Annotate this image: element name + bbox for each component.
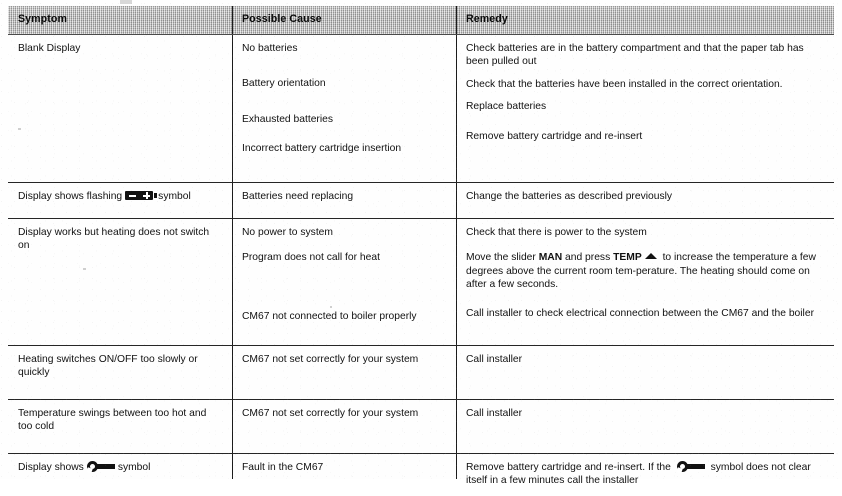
cause-text: CM67 not connected to boiler properly [242,310,417,322]
cause-text: Batteries need replacing [242,191,354,202]
column-header-remedy-label: Remedy [466,12,508,25]
symptom-prefix: Display shows [18,462,84,473]
troubleshooting-table [8,6,834,496]
cell-symptom [8,219,232,346]
column-header-cause [232,6,456,35]
remedy-part-3: to increase the temperature a few degrees above the current room tem-perature. The heating should come on after a few seconds. [466,252,816,291]
cell-symptom [8,35,232,183]
cell-remedy [456,454,834,496]
cell-remedy [456,35,834,183]
column-header-remedy [456,6,834,35]
cause-text: CM67 not set correctly for your system [242,408,419,419]
cause-text: No batteries [242,43,298,54]
remedy-text: Check that the batteries have been installed in the correct orientation. [466,78,783,90]
table-header [8,6,834,35]
remedy-part-3: symbol does not clear itself in a few minutes call the installer [466,462,811,487]
wrench-icon [677,461,705,472]
remedy-part-1: Move the slider [466,252,539,264]
symptom-text: Display works but heating does not switch on [18,227,210,252]
remedy-text-composite [466,461,822,488]
battery-icon [125,191,155,200]
cause-text: Fault in the CM67 [242,462,324,473]
table-row [8,183,834,219]
remedy-text: Check that there is power to the system [466,227,647,238]
symptom-text: Blank Display [18,43,81,54]
remedy-text: Change the batteries as described previously [466,191,673,202]
symptom-text [18,190,220,203]
cell-cause [232,219,456,346]
keyword-man: MAN [538,252,563,264]
remedy-text-composite [466,251,822,291]
column-header-cause-label: Possible Cause [242,12,322,25]
remedy-text: Call installer to check electrical connection between the CM67 and the boiler [466,307,814,319]
header-row [8,6,834,35]
cell-symptom [8,400,232,454]
keyword-temp: TEMP [613,252,642,264]
remedy-text: Check batteries are in the battery compartment and that the paper tab has been pulled out [466,43,804,68]
symptom-suffix: symbol [158,191,191,202]
table-row [8,346,834,400]
symptom-text: Heating switches ON/OFF too slowly or quickly [18,354,198,379]
remedy-text: Call installer [466,408,523,419]
remedy-text: Replace batteries [466,101,547,113]
symptom-text [18,461,220,474]
wrench-icon [87,461,115,472]
symptom-suffix: symbol [117,462,151,473]
cell-cause [232,400,456,454]
cell-cause [232,454,456,496]
cell-cause [232,346,456,400]
symptom-prefix: Display shows flashing [18,191,123,202]
remedy-text: Call installer [466,354,523,365]
cause-text: Battery orientation [242,78,326,90]
up-arrow-icon [645,253,657,259]
cell-cause [232,35,456,183]
symptom-text: Temperature swings between too hot and too cold [18,408,207,433]
cell-symptom [8,183,232,219]
table-row [8,454,834,496]
column-header-symptom [8,6,232,35]
table-row [8,219,834,346]
cause-text: CM67 not set correctly for your system [242,354,419,365]
cell-cause [232,183,456,219]
cause-text: No power to system [242,227,333,238]
cell-remedy [456,400,834,454]
cell-remedy [456,183,834,219]
cause-text: Program does not call for heat [242,252,380,264]
remedy-part-1: Remove battery cartridge and re-insert. If the [466,462,674,473]
cell-remedy [456,346,834,400]
remedy-part-2: and press [562,252,614,264]
table-row [8,400,834,454]
table-body [8,35,834,496]
table-row [8,35,834,183]
remedy-text: Remove battery cartridge and re-insert [466,130,643,142]
cell-remedy [456,219,834,346]
cause-text: Exhausted batteries [242,113,334,125]
cause-text: Incorrect battery cartridge insertion [242,143,402,155]
column-header-symptom-label: Symptom [18,12,67,25]
scan-artifact-top [120,0,132,4]
cell-symptom [8,346,232,400]
cell-symptom [8,454,232,496]
